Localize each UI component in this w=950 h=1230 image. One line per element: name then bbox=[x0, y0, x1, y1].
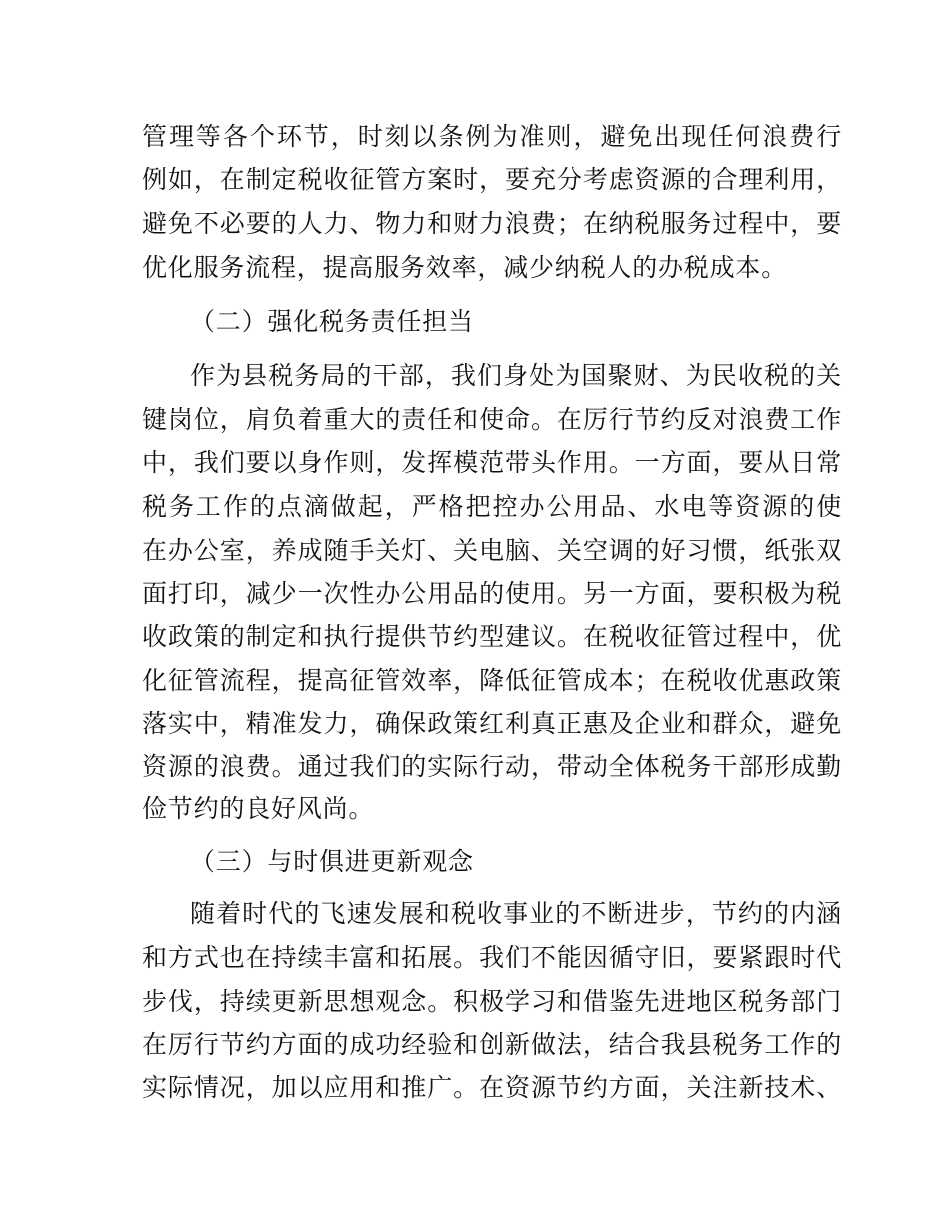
paragraph-line: 面打印，减少一次性办公用品的使用。另一方面，要积极为税 bbox=[142, 579, 842, 608]
section-heading: （三）与时俱进更新观念 bbox=[190, 847, 474, 876]
paragraph-line: 实际情况，加以应用和推广。在资源节约方面，关注新技术、 bbox=[142, 1073, 842, 1102]
paragraph-line: 步伐，持续更新思想观念。积极学习和借鉴先进地区税务部门 bbox=[142, 987, 842, 1016]
paragraph-line: 在办公室，养成随手关灯、关电脑、关空调的好习惯，纸张双 bbox=[142, 536, 842, 565]
paragraph-line: 作为县税务局的干部，我们身处为国聚财、为民收税的关 bbox=[190, 361, 842, 390]
paragraph-line: 中，我们要以身作则，发挥模范带头作用。一方面，要从日常 bbox=[142, 448, 842, 477]
paragraph-line: 收政策的制定和执行提供节约型建议。在税收征管过程中，优 bbox=[142, 622, 842, 651]
paragraph-line: 和方式也在持续丰富和拓展。我们不能因循守旧，要紧跟时代 bbox=[142, 943, 842, 972]
paragraph-line: 键岗位，肩负着重大的责任和使命。在厉行节约反对浪费工作 bbox=[142, 405, 842, 434]
paragraph-line: 俭节约的良好风尚。 bbox=[142, 794, 375, 823]
paragraph-line: 管理等各个环节，时刻以条例为准则，避免出现任何浪费行 bbox=[142, 122, 842, 151]
paragraph-line: 例如，在制定税收征管方案时，要充分考虑资源的合理利用， bbox=[142, 165, 842, 194]
paragraph-line: 资源的浪费。通过我们的实际行动，带动全体税务干部形成勤 bbox=[142, 752, 842, 781]
paragraph-line: 优化服务流程，提高服务效率，减少纳税人的办税成本。 bbox=[142, 253, 788, 282]
paragraph-line: 在厉行节约方面的成功经验和创新做法，结合我县税务工作的 bbox=[142, 1030, 842, 1059]
paragraph-line: 随着时代的飞速发展和税收事业的不断进步，节约的内涵 bbox=[190, 899, 842, 928]
section-heading: （二）强化税务责任担当 bbox=[190, 307, 474, 336]
paragraph-line: 落实中，精准发力，确保政策红利真正惠及企业和群众，避免 bbox=[142, 709, 842, 738]
paragraph-line: 化征管流程，提高征管效率，降低征管成本；在税收优惠政策 bbox=[142, 666, 842, 695]
paragraph-line: 税务工作的点滴做起，严格把控办公用品、水电等资源的使 bbox=[142, 492, 842, 521]
paragraph-line: 避免不必要的人力、物力和财力浪费；在纳税服务过程中，要 bbox=[142, 209, 842, 238]
